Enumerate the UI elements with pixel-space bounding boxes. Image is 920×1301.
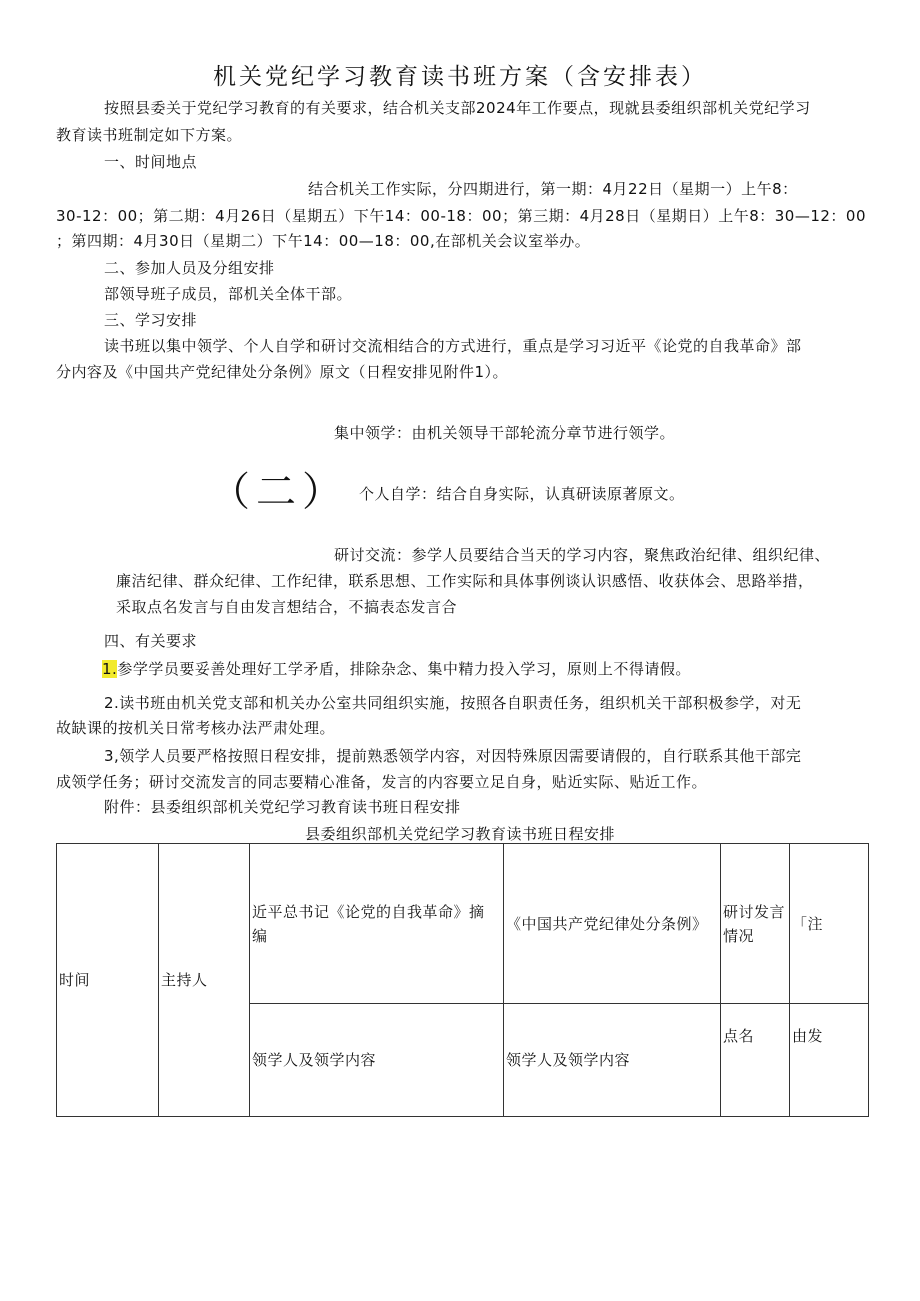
section-3-heading: 三、学习安排 [104, 311, 198, 329]
section-1-line-1: 结合机关工作实际，分四期进行，第一期：4月22日（星期一）上午8： [308, 180, 798, 198]
header-discussion: 研讨发言情况 [721, 844, 790, 1004]
requirement-2-line-2: 故缺课的按机关日常考核办法严肃处理。 [56, 719, 336, 737]
table-title: 县委组织部机关党纪学习教育读书班日程安排 [304, 825, 615, 843]
subheader-named: 点名 [721, 1004, 790, 1117]
section-3-line-2: 分内容及《中国共产党纪律处分条例》原文（日程安排见附件1）。 [56, 363, 509, 381]
requirement-3-line-1: 3,领学人员要严格按照日程安排，提前熟悉领学内容，对因特殊原因需要请假的，自行联系其他干部完 [104, 747, 802, 765]
schedule-table [56, 843, 869, 1117]
requirement-3-line-2: 成领学任务；研讨交流发言的同志要精心准备，发言的内容要立足自身，贴近实际、贴近工作。 [56, 773, 708, 791]
study-item-3-line-2: 廉洁纪律、群众纪律、工作纪律，联系思想、工作实际和具体事例谈认识感悟、收获体会、思路举措， [116, 572, 814, 590]
header-time: 时间 [57, 844, 159, 1117]
requirement-1-text: 参学学员要妥善处理好工学矛盾，排除杂念、集中精力投入学习，原则上不得请假。 [117, 660, 691, 678]
section-4-heading: 四、有关要求 [104, 632, 198, 650]
intro-line-2: 教育读书班制定如下方案。 [56, 126, 243, 144]
subheader-lead-2: 领学人及领学内容 [504, 1004, 721, 1117]
header-host: 主持人 [159, 844, 250, 1117]
header-book-discipline-regulations: 《中国共产党纪律处分条例》 [504, 844, 721, 1004]
study-item-3-line-1: 研讨交流：参学人员要结合当天的学习内容，聚焦政治纪律、组织纪律、 [334, 546, 831, 564]
study-item-3-line-3: 采取点名发言与自由发言想结合，不搞表态发言合 [116, 598, 458, 616]
subheader-free: 由发 [790, 1004, 869, 1117]
section-2-body: 部领导班子成员，部机关全体干部。 [104, 285, 353, 303]
intro-line-1: 按照县委关于党纪学习教育的有关要求，结合机关支部2024年工作要点，现就县委组织部机关党纪学习 [104, 99, 811, 117]
subheader-lead-1: 领学人及领学内容 [250, 1004, 504, 1117]
header-book-self-revolution: 近平总书记《论党的自我革命》摘编 [250, 844, 504, 1004]
section-number-label: （二） [210, 469, 348, 515]
study-item-2: 个人自学：结合自身实际，认真研读原著原文。 [359, 485, 685, 503]
section-1-heading: 一、时间地点 [104, 153, 198, 171]
section-1-line-2: 30-12：00；第二期：4月26日（星期五）下午14：00-18：00；第三期：4月28日（星期日）上午8：30—12：00 [56, 207, 867, 225]
requirement-2-line-1: 2.读书班由机关党支部和机关办公室共同组织实施，按照各自职责任务，组织机关干部积极参学，对无 [104, 694, 802, 712]
header-note: 「注 [790, 844, 869, 1004]
attachment-note: 附件：县委组织部机关党纪学习教育读书班日程安排 [104, 798, 461, 816]
section-2-heading: 二、参加人员及分组安排 [104, 259, 275, 277]
highlight-mark: 1. [102, 660, 118, 678]
study-item-1: 集中领学：由机关领导干部轮流分章节进行领学。 [334, 424, 676, 442]
requirement-1 [102, 659, 691, 679]
section-1-line-3: ；第四期：4月30日（星期二）下午14：00—18：00,在部机关会议室举办。 [56, 232, 591, 250]
section-3-line-1: 读书班以集中领学、个人自学和研讨交流相结合的方式进行，重点是学习习近平《论党的自我革命》部 [104, 337, 802, 355]
page-title: 机关党纪学习教育读书班方案（含安排表） [213, 64, 707, 90]
